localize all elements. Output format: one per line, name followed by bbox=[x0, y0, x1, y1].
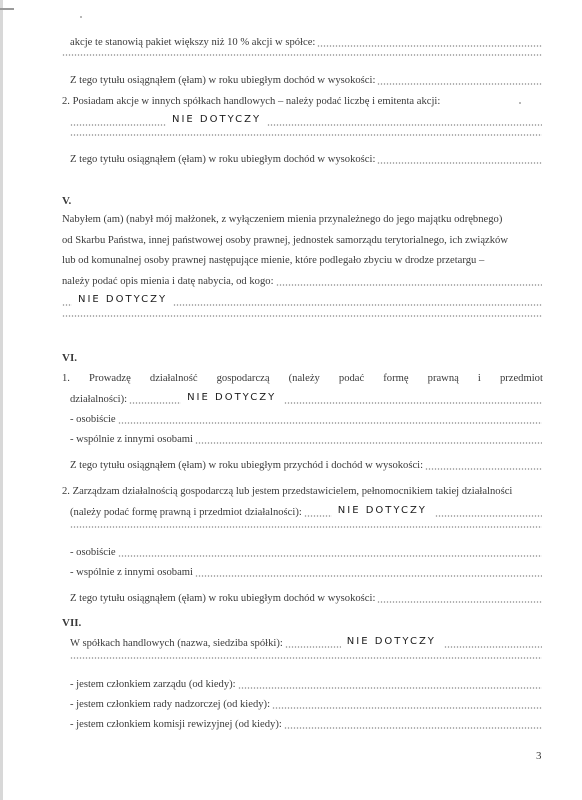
section-heading: V. bbox=[62, 195, 72, 207]
section-heading: VII. bbox=[62, 617, 82, 629]
section-heading: VI. bbox=[62, 352, 77, 364]
handwritten-answer-line: NIE DOTYCZY bbox=[62, 294, 542, 308]
blank-dotted-line bbox=[70, 526, 542, 530]
supervisory-board-line: - jestem członkiem rady nadzorczej (od kiedy): bbox=[70, 698, 542, 711]
blank-dotted-line bbox=[62, 54, 542, 58]
income-line: Z tego tytułu osiągnąłem (ęłam) w roku ubiegłym dochód w wysokości: bbox=[70, 153, 542, 166]
paragraph-line: od Skarbu Państwa, innej państwowej osoby prawnej, jednostek samorządu terytorialnego, ich związków bbox=[62, 235, 509, 246]
management-item: 2. Zarządzam działalnością gospodarczą lub jestem przedstawicielem, pełnomocnikiem takiej działalności bbox=[62, 486, 513, 497]
income-line: Z tego tytułu osiągnąłem (ęłam) w roku ubiegłym przychód i dochód w wysokości: bbox=[70, 459, 542, 472]
blank-dotted-line bbox=[70, 657, 542, 661]
personally-line: - osobiście bbox=[70, 413, 542, 426]
business-activity-item: 1. Prowadzę działalność gospodarczą (należy podać formę prawną i przedmiot bbox=[62, 373, 543, 384]
blank-dotted-line bbox=[62, 315, 542, 319]
personally-line: - osobiście bbox=[70, 546, 542, 559]
scan-artifact-dot bbox=[80, 16, 82, 18]
page-number: 3 bbox=[536, 750, 542, 762]
business-activity-answer-line: działalności): NIE DOTYCZY bbox=[70, 392, 542, 406]
paragraph-line: Nabyłem (am) (nabył mój małżonek, z wyłączeniem mienia przynależnego do jego majątku odrębnego) bbox=[62, 214, 503, 225]
income-line: Z tego tytułu osiągnąłem (ęłam) w roku ubiegłym dochód w wysokości: bbox=[70, 592, 542, 605]
scan-left-edge bbox=[0, 0, 3, 800]
board-member-line: - jestem członkiem zarządu (od kiedy): bbox=[70, 678, 542, 691]
jointly-line: - wspólnie z innymi osobami bbox=[70, 566, 542, 579]
scan-artifact-dash bbox=[0, 8, 14, 10]
shares-percentage-line: akcje te stanowią pakiet większy niż 10 % akcji w spółce: bbox=[70, 36, 542, 49]
audit-committee-line: - jestem członkiem komisji rewizyjnej (od kiedy): bbox=[70, 718, 542, 731]
handwritten-answer-line: NIE DOTYCZY bbox=[70, 114, 542, 128]
income-line: Z tego tytułu osiągnąłem (ęłam) w roku ubiegłym dochód w wysokości: bbox=[70, 74, 542, 87]
property-description-line: należy podać opis mienia i datę nabycia, od kogo: bbox=[62, 275, 542, 288]
blank-dotted-line bbox=[70, 134, 542, 138]
management-answer-line: (należy podać formę prawną i przedmiot działalności): NIE DOTYCZY bbox=[70, 505, 542, 519]
companies-line: W spółkach handlowych (nazwa, siedziba spółki): NIE DOTYCZY bbox=[70, 636, 542, 650]
paragraph-line: lub od komunalnej osoby prawnej następujące mienie, które podlegało zbyciu w drodze przetargu – bbox=[62, 255, 485, 266]
other-companies-shares-item: 2. Posiadam akcje w innych spółkach handlowych – należy podać liczbę i emitenta akcji: bbox=[62, 96, 441, 107]
jointly-line: - wspólnie z innymi osobami bbox=[70, 433, 542, 446]
